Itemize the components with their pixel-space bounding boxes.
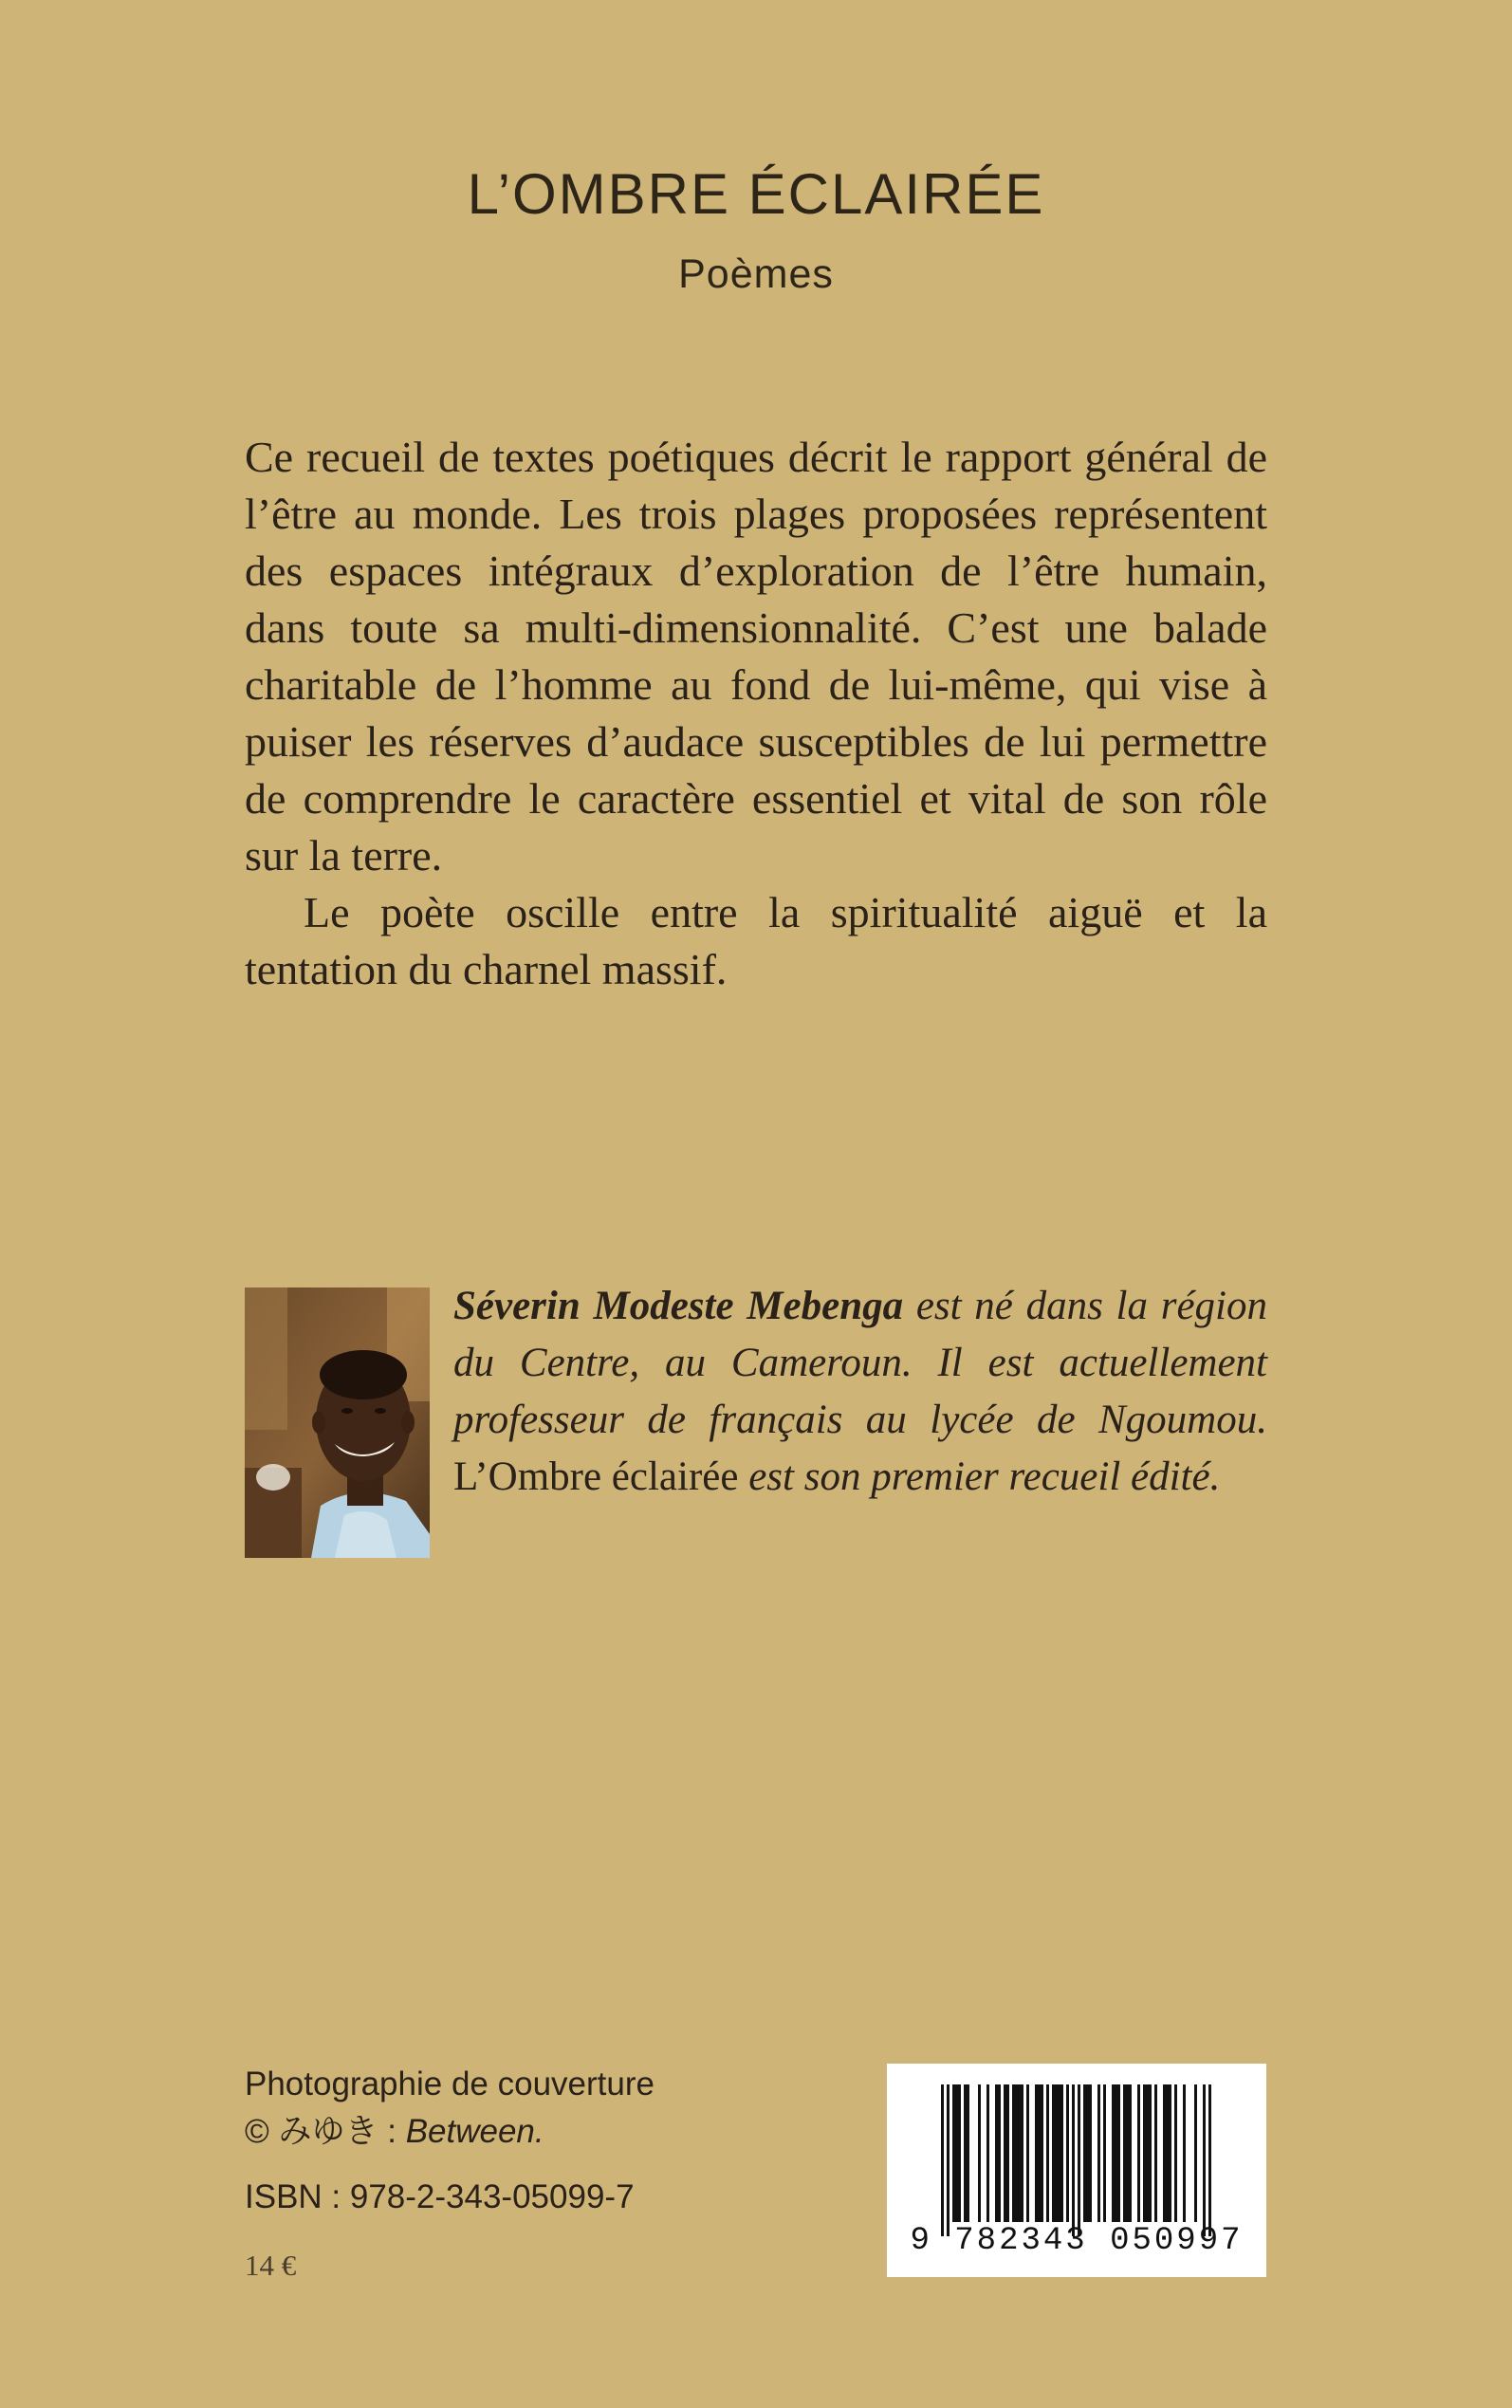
- barcode-bar: [1038, 2084, 1041, 2222]
- barcode-bar: [986, 2084, 989, 2222]
- barcode-bar: [1194, 2084, 1197, 2222]
- barcode-bar: [955, 2084, 958, 2222]
- barcode-bar: [1052, 2084, 1055, 2222]
- barcode-bar: [1143, 2084, 1146, 2222]
- book-subtitle: Poèmes: [678, 251, 834, 297]
- barcode-bar: [1126, 2084, 1129, 2222]
- barcode-bar: [1174, 2084, 1177, 2222]
- barcode-bar: [947, 2084, 950, 2236]
- barcode-bar: [1123, 2084, 1126, 2222]
- barcode-bar: [958, 2084, 961, 2222]
- barcode-bar: [1058, 2084, 1060, 2222]
- price: 14 €: [245, 2249, 297, 2282]
- bio-book-reference: L’Ombre éclairée: [453, 1454, 739, 1499]
- barcode-bar: [1035, 2084, 1038, 2222]
- isbn: ISBN : 978-2-343-05099-7: [245, 2178, 635, 2215]
- back-cover-summary: [245, 429, 1267, 998]
- barcode-bar: [1183, 2084, 1186, 2222]
- barcode-bar: [1117, 2084, 1120, 2222]
- barcode-bar: [1021, 2084, 1023, 2222]
- barcode-bar: [1060, 2084, 1063, 2222]
- credit-line: [245, 2108, 814, 2156]
- author-name: Séverin Modeste Mebenga: [453, 1284, 904, 1328]
- barcode-bar: [1169, 2084, 1171, 2222]
- barcode-bar: [1026, 2084, 1029, 2222]
- author-biography: [453, 1278, 1267, 1506]
- barcode: [887, 2064, 1266, 2277]
- barcode-bar: [1055, 2084, 1058, 2222]
- barcode-bar: [1012, 2084, 1015, 2222]
- barcode-bar: [1015, 2084, 1018, 2222]
- barcode-bar: [1103, 2084, 1106, 2222]
- barcode-bar: [1097, 2084, 1100, 2222]
- book-title: L’OMBRE ÉCLAIRÉE: [467, 162, 1045, 226]
- barcode-bar: [964, 2084, 967, 2222]
- barcode-bar: [1146, 2084, 1149, 2222]
- barcode-bar: [1086, 2084, 1089, 2222]
- barcode-bar: [941, 2084, 944, 2236]
- barcode-bar: [1089, 2084, 1092, 2222]
- barcode-bar: [967, 2084, 969, 2222]
- barcode-bar: [1137, 2084, 1140, 2222]
- barcode-bar: [1203, 2084, 1206, 2236]
- barcode-bar: [1006, 2084, 1009, 2222]
- cover-photo-credit: [245, 2061, 814, 2156]
- bio-text-2: est son premier recueil édité.: [738, 1454, 1221, 1499]
- credit-work-title: Between.: [405, 2113, 544, 2150]
- barcode-bar: [1018, 2084, 1021, 2222]
- barcode-bar: [1078, 2084, 1080, 2236]
- barcode-bar: [1041, 2084, 1043, 2222]
- author-photo: [245, 1287, 430, 1558]
- barcode-bar: [1166, 2084, 1169, 2222]
- barcode-digits: 9 782343 050997: [910, 2223, 1244, 2259]
- barcode-bar: [1083, 2084, 1086, 2222]
- barcode-bar: [1154, 2084, 1157, 2222]
- barcode-bar: [978, 2084, 981, 2222]
- barcode-bar: [1072, 2084, 1075, 2236]
- barcode-bar: [952, 2084, 955, 2222]
- barcode-bar: [1046, 2084, 1049, 2222]
- summary-paragraph-1: Ce recueil de textes poétiques décrit le rapport général de l’être au monde. Les trois plages proposées représentent des espaces intégraux d’exploration de l’être humain, dans toute sa multi-dimensionnalité. C’est une balade charitable de l’homme au fond de lui-même, qui vise à puiser les réserves d’audace susceptibles de lui permettre de comprendre le caractère essentiel et vital de son rôle sur la terre.: [245, 433, 1267, 880]
- bio-text-1: est né dans la région du Centre, au Cameroun. Il est actuellement professeur de français au lycée de Ngoumou.: [453, 1284, 1267, 1442]
- barcode-bar: [998, 2084, 1001, 2222]
- barcode-bar: [1149, 2084, 1152, 2222]
- barcode-bar: [995, 2084, 998, 2222]
- barcode-bar: [1004, 2084, 1006, 2222]
- barcode-bar: [1129, 2084, 1132, 2222]
- barcode-bar: [1115, 2084, 1117, 2222]
- barcode-bar: [1208, 2084, 1211, 2236]
- summary-paragraph-2: Le poète oscille entre la spiritualité aiguë et la tentation du charnel massif.: [245, 888, 1267, 993]
- barcode-bar: [1066, 2084, 1069, 2222]
- barcode-bar: [1112, 2084, 1115, 2222]
- credit-label: Photographie de couverture: [245, 2065, 655, 2102]
- credit-copyright: © みゆき :: [245, 2113, 406, 2150]
- barcode-bar: [1163, 2084, 1166, 2222]
